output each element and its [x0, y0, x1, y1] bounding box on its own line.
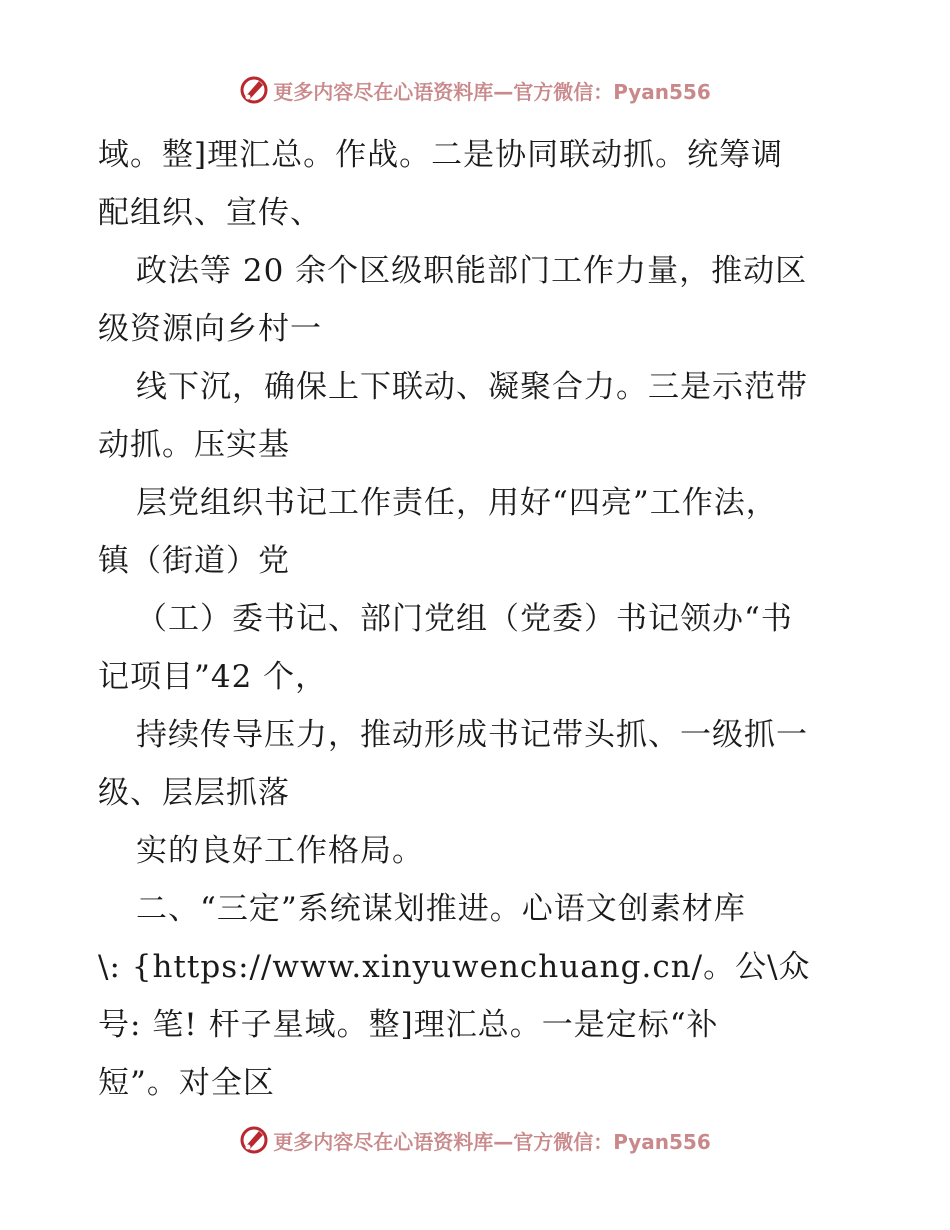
body-line: 实的良好工作格局。 — [136, 833, 424, 869]
body-line: \: {https://www.xinyuwenchuang.cn/。公\众 — [98, 949, 811, 985]
header-banner-text: 更多内容尽在心语资料库—官方微信：Pyan556 — [273, 79, 711, 104]
body-line: 持续传导压力，推动形成书记带头抓、一级抓一 — [136, 717, 808, 753]
body-line: 政法等 20 余个区级职能部门工作力量，推动区 — [136, 253, 808, 289]
footer-banner — [0, 1120, 950, 1160]
pen-nib-logo-icon — [239, 1125, 269, 1155]
body-line: 短”。对全区 — [98, 1065, 275, 1101]
body-line: 层党组织书记工作责任，用好“四亮”工作法， — [136, 485, 778, 521]
footer-banner-text: 更多内容尽在心语资料库—官方微信：Pyan556 — [273, 1129, 711, 1154]
body-line: 镇（街道）党 — [98, 543, 290, 579]
pen-nib-logo-icon — [239, 75, 269, 105]
body-line: 号: 笔! 杆子星域。整]理汇总。一是定标“补 — [98, 1007, 719, 1043]
header-banner — [0, 70, 950, 110]
document-body — [98, 126, 858, 1112]
body-line: 级、层层抓落 — [98, 775, 290, 811]
body-line: 记项目”42 个， — [98, 659, 328, 695]
body-line: 配组织、宣传、 — [98, 195, 322, 231]
body-line: 级资源向乡村一 — [98, 311, 322, 347]
body-line: 二、“三定”系统谋划推进。心语文创素材库 — [136, 891, 746, 927]
body-line: 动抓。压实基 — [98, 427, 290, 463]
body-line: （工）委书记、部门党组（党委）书记领办“书 — [136, 601, 793, 637]
body-line: 线下沉，确保上下联动、凝聚合力。三是示范带 — [136, 369, 808, 405]
body-line: 域。整]理汇总。作战。二是协同联动抓。统筹调 — [98, 137, 784, 173]
